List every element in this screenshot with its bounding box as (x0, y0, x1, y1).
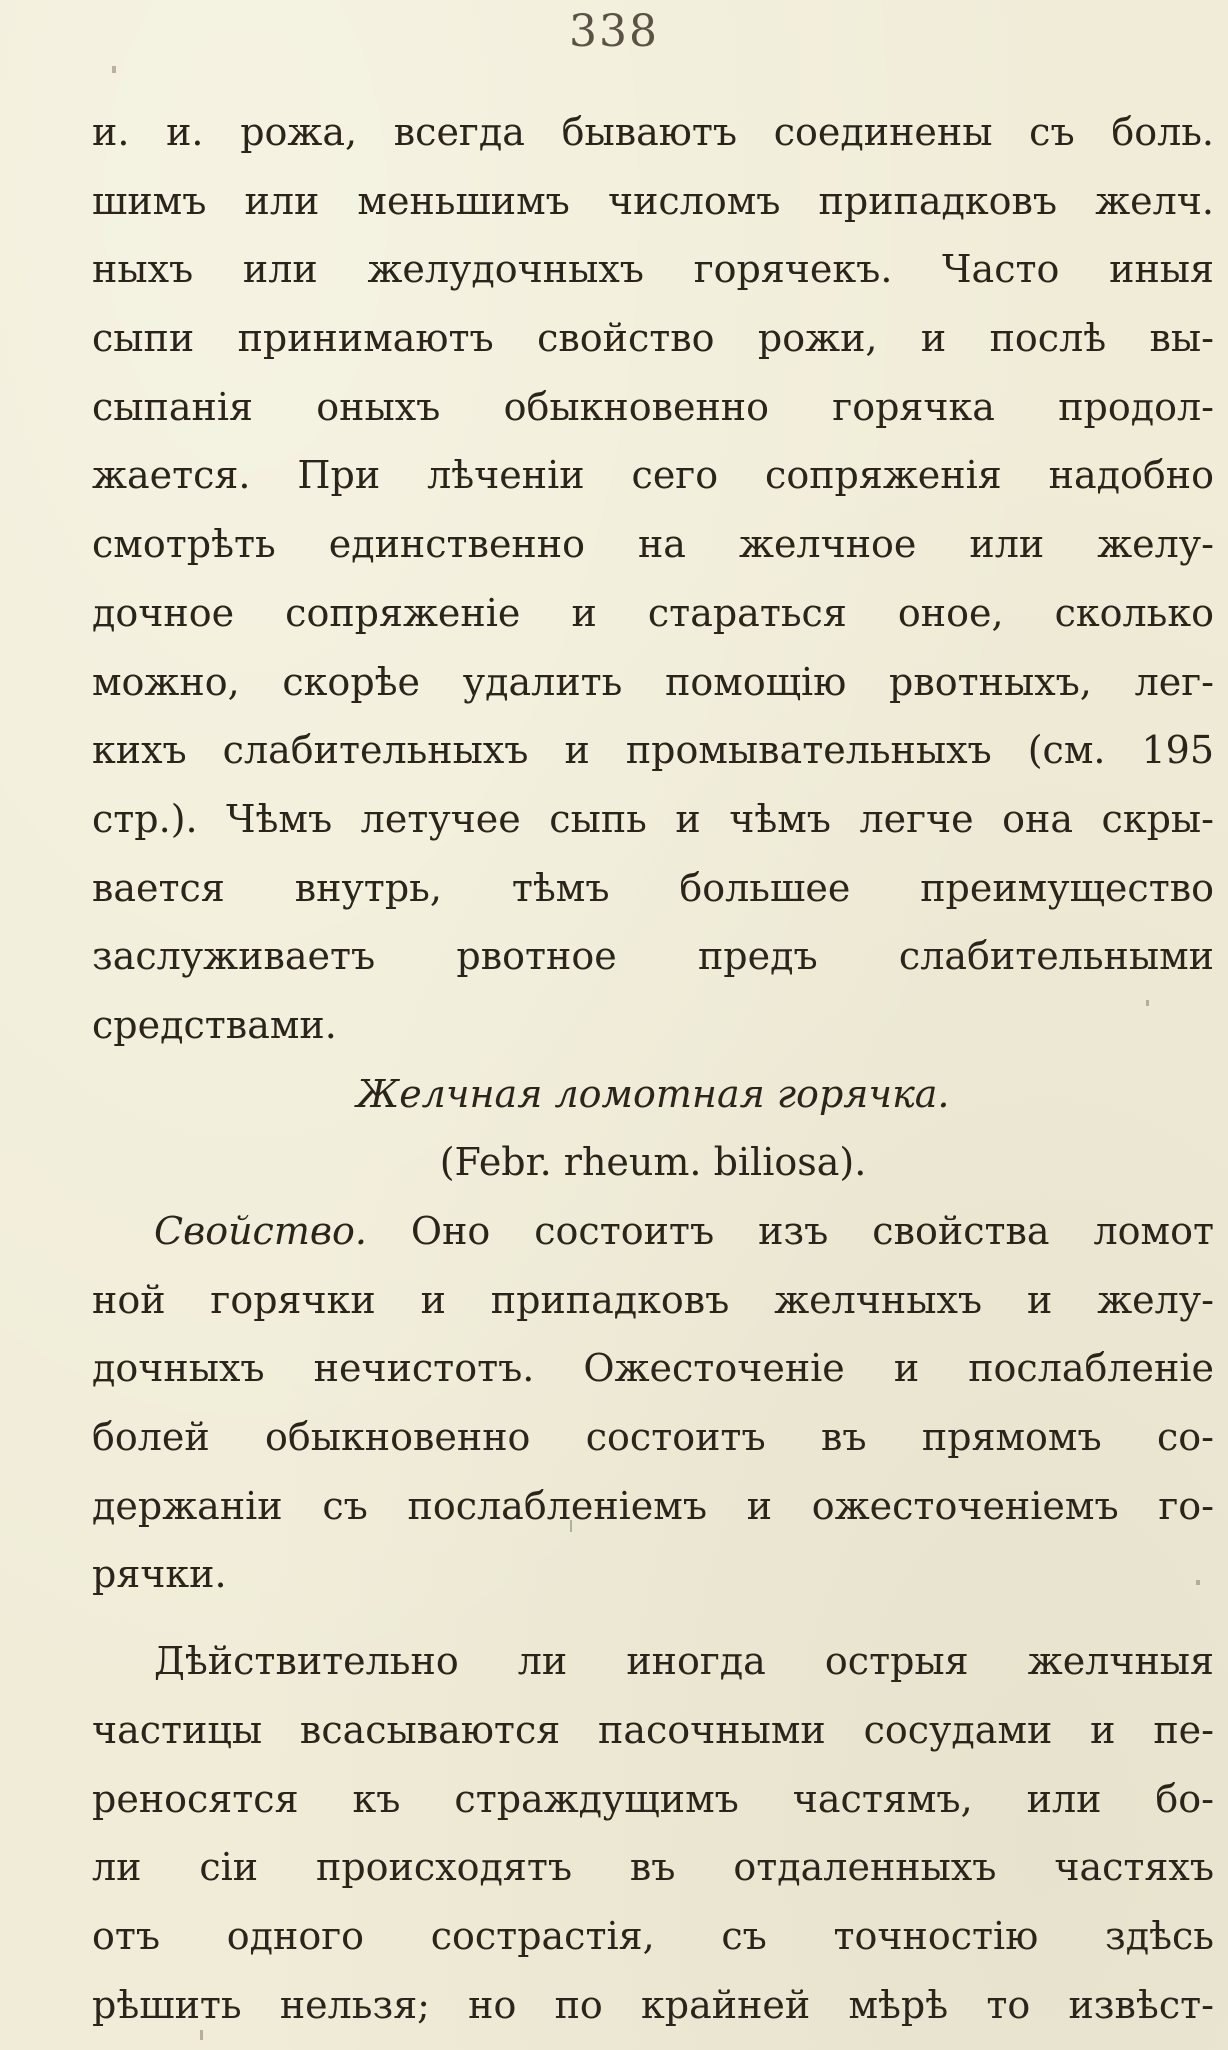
text-line: дочныхъ нечистотъ. Ожесточеніе и послабленіе (92, 1346, 1214, 1391)
text-line: можно, скорѣе удалить помощію рвотныхъ, лег- (92, 659, 1214, 704)
paragraph-1 (92, 98, 1214, 1060)
section-latin-name: (Febr. rheum. biliosa). (439, 1140, 867, 1185)
text-line: ной горячки и припадковъ желчныхъ и желу- (92, 1277, 1214, 1322)
paragraph-lead: Свойство. (154, 1209, 367, 1253)
paper-speck (1196, 1580, 1200, 1585)
paper-speck (570, 1520, 572, 1532)
text-line: рячки. (92, 1552, 227, 1597)
text-line: частицы всасываются пасочными сосудами и пе- (92, 1707, 1214, 1752)
text-line: заслуживаетъ рвотное предъ слабительными (92, 934, 1214, 979)
section-title: Желчная ломотная горячка. (356, 1071, 950, 1116)
text-line (92, 1197, 1214, 1266)
text-line: отъ одного сострастія, съ точностію здѣсь (92, 1913, 1214, 1958)
text-line: болей обыкновенно состоитъ въ прямомъ со- (92, 1415, 1214, 1460)
paragraph-2 (92, 1197, 1214, 1609)
page-number: 338 (569, 6, 659, 57)
text-line: и. и. рожа, всегда бываютъ соединены съ боль. (92, 110, 1214, 154)
text-line: держаніи съ послабленіемъ и ожесточеніемъ го- (92, 1483, 1214, 1528)
paragraph-gap (92, 1609, 1214, 1627)
paper-speck (200, 2030, 203, 2040)
text-line: ныхъ или желудочныхъ горячекъ. Часто иныя (92, 247, 1214, 292)
text-line: средствами. (92, 1002, 337, 1047)
text-line: смотрѣть единственно на желчное или желу- (92, 522, 1214, 567)
paragraph-3 (92, 1627, 1214, 2039)
page-body (92, 98, 1214, 2039)
text-line: вается внутрь, тѣмъ большее преимущество (92, 865, 1214, 910)
text-line: рѣшить нельзя; но по крайней мѣрѣ то извѣст- (92, 1982, 1214, 2027)
text-line: сыпанія оныхъ обыкновенно горячка продол- (92, 384, 1214, 429)
text-line: Дѣйствительно ли иногда острыя желчныя (154, 1639, 1214, 1684)
paper-speck (112, 66, 116, 73)
text-line: дочное сопряженіе и стараться оное, сколько (92, 590, 1214, 635)
text-line: жается. При лѣченіи сего сопряженія надобно (92, 453, 1214, 498)
text-line-rest: Оно состоитъ изъ свойства ломот (366, 1209, 1214, 1253)
paper-speck (1146, 1000, 1149, 1006)
text-line: сыпи принимаютъ свойство рожи, и послѣ вы- (92, 316, 1214, 361)
text-line: шимъ или меньшимъ числомъ припадковъ желч. (92, 178, 1214, 223)
text-line: стр.). Чѣмъ летучее сыпь и чѣмъ легче она скры- (92, 796, 1214, 841)
text-line: ли сіи происходятъ въ отдаленныхъ частяхъ (92, 1845, 1214, 1890)
text-line: реносятся къ страждущимъ частямъ, или бо- (92, 1776, 1214, 1821)
text-line: кихъ слабительныхъ и промывательныхъ (см. 195 (92, 728, 1214, 773)
